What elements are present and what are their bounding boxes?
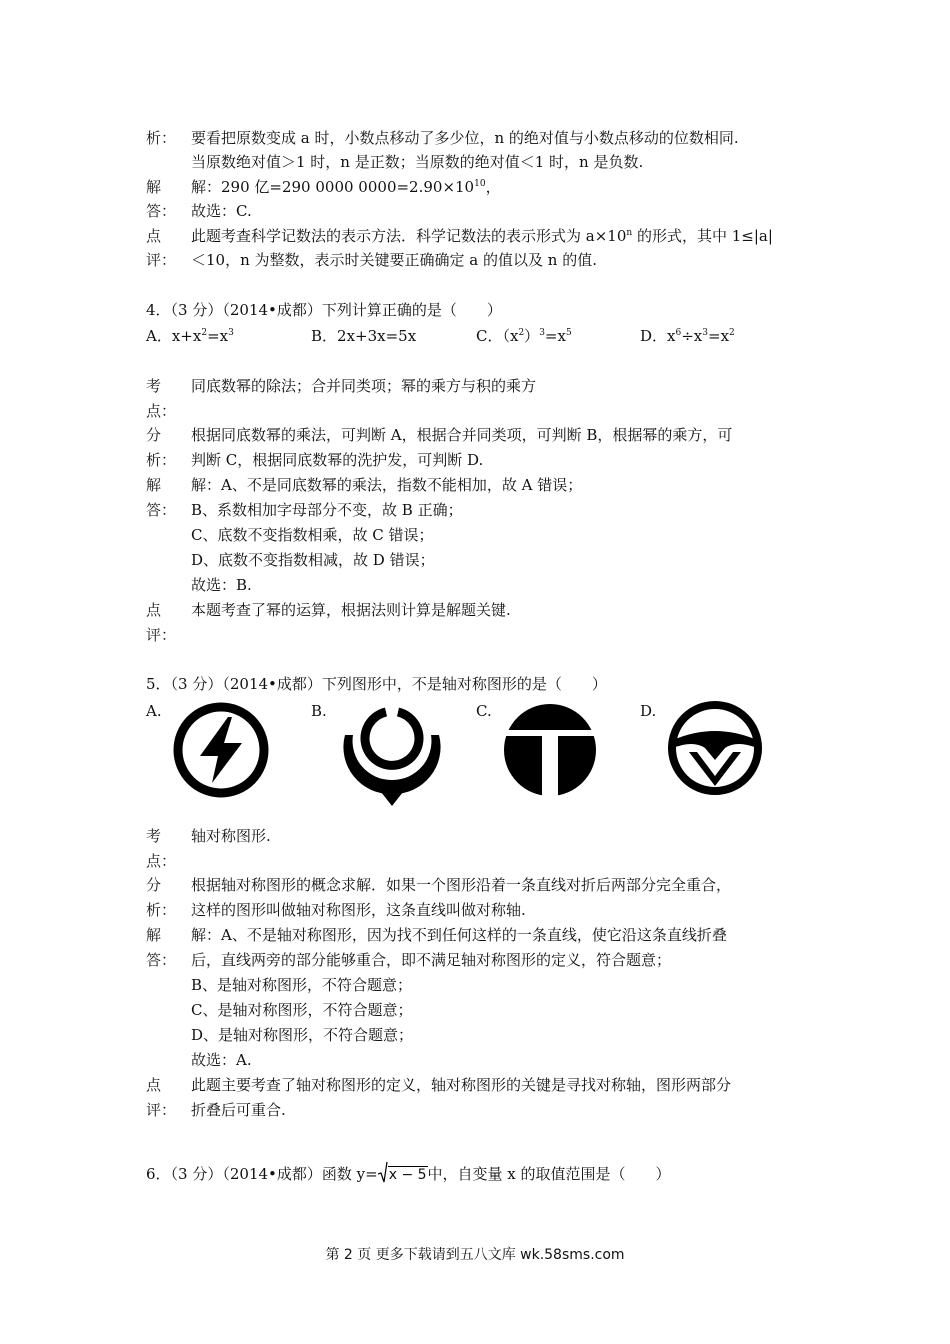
q5-jieda-line-4: C、是轴对称图形，不符合题意； bbox=[191, 1001, 413, 1019]
q5-option-a-label: A. bbox=[146, 702, 162, 720]
q5-option-d-label: D. bbox=[640, 702, 657, 720]
q6-radicand: x − 5 bbox=[388, 1167, 427, 1183]
q5-jieda-line-2: 后，直线两旁的部分能够重合，即不满足轴对称图形的定义，符合题意； bbox=[191, 951, 672, 969]
q4-option-a: A．$x+x^2=x^3$ bbox=[146, 327, 234, 345]
q5-jieda-line-5: D、是轴对称图形，不符合题意； bbox=[191, 1026, 414, 1044]
q5-jieda-line-3: B、是轴对称图形，不符合题意； bbox=[191, 976, 413, 994]
q5-jieda-line-6: 故选：A. bbox=[191, 1051, 252, 1069]
page-footer: 第 2 页 更多下载请到五八文库 wk.58sms.com bbox=[325, 1247, 625, 1263]
q3-dianping-label-2: 评： bbox=[146, 251, 177, 269]
q5-kaodian-label-2: 点： bbox=[146, 852, 177, 870]
q5-dianping-label-2: 评： bbox=[146, 1101, 177, 1119]
q4-kaodian-label-2: 点： bbox=[146, 402, 177, 420]
q6-sqrt bbox=[378, 1161, 428, 1186]
q5-dianping-line-1: 此题主要考查了轴对称图形的定义，轴对称图形的关键是寻找对称轴，图形两部分 bbox=[191, 1076, 732, 1094]
q5-dianping-line-2: 折叠后可重合. bbox=[191, 1101, 286, 1119]
q5-jieda-label-1: 解 bbox=[146, 926, 162, 944]
q4-kaodian-label-1: 考 bbox=[146, 377, 162, 395]
q5-kaodian: 轴对称图形. bbox=[191, 827, 271, 845]
q4-jieda-line-3: C、底数不变指数相乘，故 C 错误； bbox=[191, 526, 434, 544]
q4-option-c: C．$(x^2)^3=x^5$ bbox=[476, 327, 572, 345]
q3-jieda-label-2: 答： bbox=[146, 202, 177, 220]
q5-fenxi-line-1: 根据轴对称图形的概念求解．如果一个图形沿着一条直线对折后两部分完全重合， bbox=[191, 876, 732, 894]
q4-stem: 4．（3 分）（2014•成都）下列计算正确的是（ ） bbox=[146, 301, 502, 319]
q5-figure-b-ring-cup-icon bbox=[337, 702, 447, 808]
q3-fenxi-label: 析： bbox=[146, 129, 177, 147]
q5-fenxi-label-1: 分 bbox=[146, 876, 162, 894]
q3-dianping-line-1: 此题考查科学记数法的表示方法．科学记数法的表示形式为 $a\times 10^n$ 的形式，其中 1≤|a| bbox=[191, 227, 773, 245]
q3-dianping-label-1: 点 bbox=[146, 227, 162, 245]
q4-fenxi-label-2: 析： bbox=[146, 451, 177, 469]
q4-dianping: 本题考查了幂的运算，根据法则计算是解题关键. bbox=[191, 601, 511, 619]
q3-jieda-line-2: 故选：C. bbox=[191, 202, 252, 220]
q5-fenxi-line-2: 这样的图形叫做轴对称图形，这条直线叫做对称轴. bbox=[191, 901, 526, 919]
q5-stem: 5．（3 分）（2014•成都）下列图形中，不是轴对称图形的是（ ） bbox=[146, 675, 607, 693]
q5-jieda-label-2: 答： bbox=[146, 951, 177, 969]
q5-dianping-label-1: 点 bbox=[146, 1076, 162, 1094]
q3-jieda-label-1: 解 bbox=[146, 178, 162, 196]
q4-jieda-label-1: 解 bbox=[146, 476, 162, 494]
q3-fenxi-line-1: 要看把原数变成 a 时，小数点移动了多少位，n 的绝对值与小数点移动的位数相同. bbox=[191, 129, 739, 147]
q4-fenxi-label-1: 分 bbox=[146, 426, 162, 444]
sqrt-radical-icon bbox=[378, 1161, 388, 1183]
q4-fenxi-line-2: 判断 C，根据同底数幂的洗护发，可判断 D. bbox=[191, 451, 484, 469]
q5-option-b-label: B. bbox=[311, 702, 327, 720]
q4-option-d: D．$x^6\div x^3=x^2$ bbox=[640, 327, 735, 345]
q3-fenxi-line-2: 当原数绝对值＞1 时，n 是正数；当原数的绝对值＜1 时，n 是负数. bbox=[191, 153, 644, 171]
q4-dianping-label-2: 评： bbox=[146, 626, 177, 644]
q4-jieda-line-1: 解：A、不是同底数幂的乘法，指数不能相加，故 A 错误； bbox=[191, 476, 583, 494]
q4-dianping-label-1: 点 bbox=[146, 601, 162, 619]
q5-kaodian-label-1: 考 bbox=[146, 827, 162, 845]
q3-dianping-line-2: ＜10，n 为整数，表示时关键要正确确定 a 的值以及 n 的值. bbox=[191, 251, 597, 269]
q5-figure-d-wing-v-icon bbox=[667, 700, 763, 796]
q4-jieda-line-2: B、系数相加字母部分不变，故 B 正确； bbox=[191, 501, 463, 519]
q4-jieda-line-5: 故选：B. bbox=[191, 576, 252, 594]
q4-jieda-line-4: D、底数不变指数相减，故 D 错误； bbox=[191, 551, 435, 569]
q5-option-c-label: C. bbox=[476, 702, 492, 720]
q6-stem: 6．（3 分）（2014•成都）函数 y= x − 5中，自变量 x 的取值范围是（ ） bbox=[146, 1161, 671, 1186]
q5-figure-a-lightning-icon bbox=[172, 701, 270, 799]
q4-jieda-label-2: 答： bbox=[146, 501, 177, 519]
q5-fenxi-label-2: 析： bbox=[146, 901, 177, 919]
q5-figure-c-split-circle-icon bbox=[502, 702, 598, 798]
q5-jieda-line-1: 解：A、不是轴对称图形，因为找不到任何这样的一条直线，使它沿这条直线折叠 bbox=[191, 926, 727, 944]
q4-option-b: B．2x+3x=5x bbox=[311, 327, 417, 345]
q3-jieda-line-1: 解：290 亿=290 0000 $0000=2.90\times 10^{10}$， bbox=[191, 178, 501, 196]
q4-fenxi-line-1: 根据同底数幂的乘法，可判断 A，根据合并同类项，可判断 B，根据幂的乘方，可 bbox=[191, 426, 733, 444]
q4-kaodian: 同底数幂的除法；合并同类项；幂的乘方与积的乘方 bbox=[191, 377, 537, 395]
